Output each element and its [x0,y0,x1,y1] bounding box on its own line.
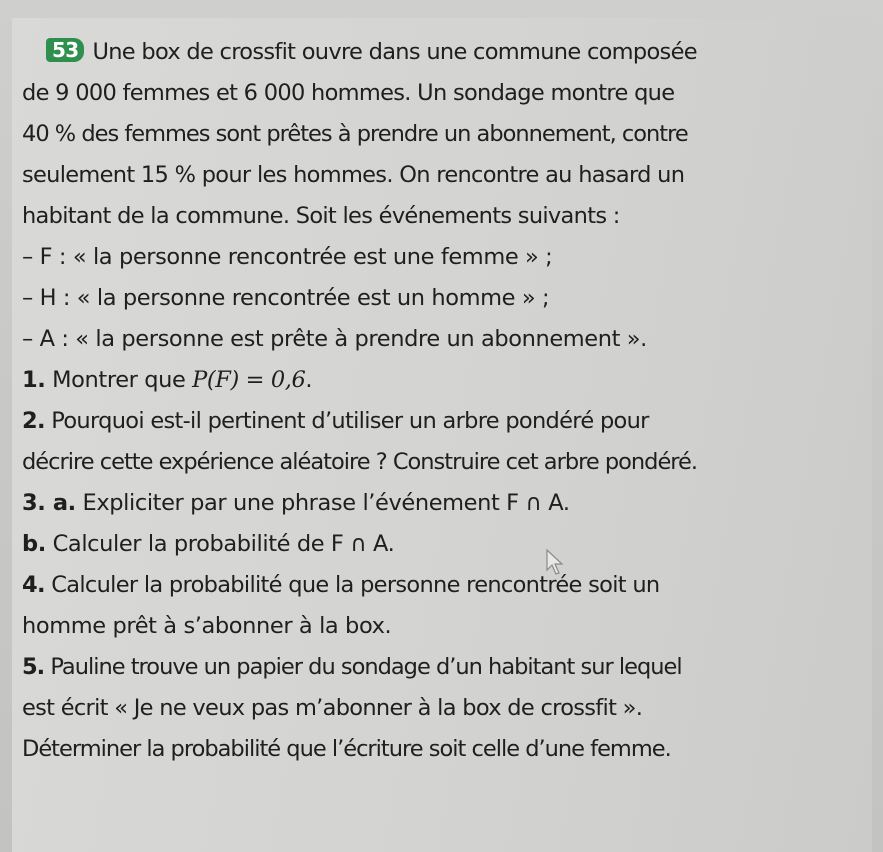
event-a: – A : « la personne est prête à prendre un abonnement ». [22,326,647,352]
question-4-line-1: 4. Calculer la probabilité que la personne rencontrée soit un [22,572,660,598]
question-2-line-1: 2. Pourquoi est-il pertinent d’utiliser un arbre pondéré pour [22,408,649,434]
exercise-53 [22,36,862,774]
question-5-line-2: est écrit « Je ne veux pas m’abonner à la box de crossfit ». [22,695,643,721]
intro-line-5: habitant de la commune. Soit les événements suivants : [22,203,620,229]
intro-line-1: 53 Une box de crossfit ouvre dans une commune composée [22,36,862,77]
question-5-line-1: 5. Pauline trouve un papier du sondage d’un habitant sur lequel [22,654,682,680]
intro-line-3: 40 % des femmes sont prêtes à prendre un abonnement, contre [22,121,688,147]
question-1: 1. Montrer que P(F) = 0,6. [22,367,313,393]
question-4-line-2: homme prêt à s’abonner à la box. [22,613,392,639]
mouse-pointer-icon [545,548,569,578]
exercise-number-badge: 53 [46,38,84,62]
question-2-line-2: décrire cette expérience aléatoire ? Construire cet arbre pondéré. [22,449,698,475]
question-3b: b. Calculer la probabilité de F ∩ A. [22,531,395,557]
event-h: – H : « la personne rencontrée est un homme » ; [22,285,550,311]
question-5-line-3: Déterminer la probabilité que l’écriture soit celle d’une femme. [22,736,671,762]
event-f: – F : « la personne rencontrée est une femme » ; [22,244,553,270]
intro-line-4: seulement 15 % pour les hommes. On rencontre au hasard un [22,162,685,188]
intro-line-2: de 9 000 femmes et 6 000 hommes. Un sondage montre que [22,80,675,106]
math-p-of-f: P(F) = 0,6 [192,367,306,393]
question-3a: 3. a. Expliciter par une phrase l’événement F ∩ A. [22,490,570,516]
textbook-page [12,18,872,852]
